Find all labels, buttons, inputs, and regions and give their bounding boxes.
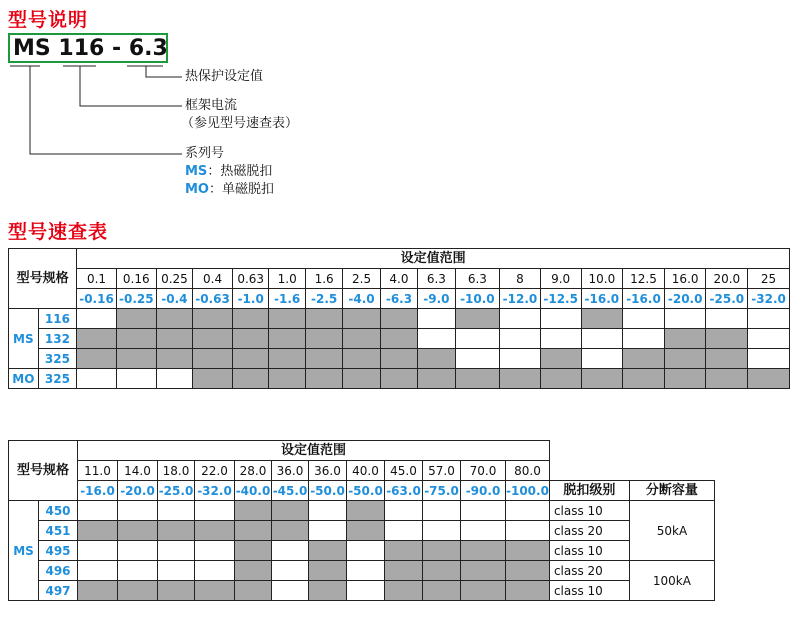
table2-min-cell: -90.0 xyxy=(461,481,506,501)
available-cell xyxy=(156,349,193,369)
available-cell xyxy=(581,369,623,389)
table1-max-cell: 0.16 xyxy=(116,269,156,289)
unavailable-cell xyxy=(581,349,623,369)
available-cell xyxy=(309,561,347,581)
available-cell xyxy=(506,561,550,581)
table2-range-label: 设定值范围 xyxy=(78,441,550,461)
table2-max-cell: 14.0 xyxy=(118,461,158,481)
available-cell xyxy=(193,329,233,349)
table2-max-cell: 28.0 xyxy=(235,461,272,481)
unavailable-cell xyxy=(540,329,581,349)
table2-min-cell: -45.0 xyxy=(272,481,309,501)
available-cell xyxy=(272,501,309,521)
available-cell xyxy=(380,369,417,389)
table1-min-row xyxy=(9,289,790,309)
unavailable-cell xyxy=(195,541,235,561)
table2-min-cell: -50.0 xyxy=(347,481,385,501)
table-row xyxy=(9,329,790,349)
table2-frame-cell: 451 xyxy=(39,521,78,541)
table2-min-cell: -100.0 xyxy=(506,481,550,501)
table2-frame-cell: 495 xyxy=(39,541,78,561)
unavailable-cell xyxy=(309,501,347,521)
table1-series-cell: MS xyxy=(9,309,39,369)
available-cell xyxy=(380,309,417,329)
available-cell xyxy=(193,369,233,389)
unavailable-cell xyxy=(158,561,195,581)
table1-model-label: 型号规格 xyxy=(9,249,77,309)
unavailable-cell xyxy=(664,309,706,329)
table-row xyxy=(9,501,715,521)
available-cell xyxy=(235,581,272,601)
unavailable-cell xyxy=(78,561,118,581)
unavailable-cell xyxy=(500,349,541,369)
unavailable-cell xyxy=(455,329,500,349)
unavailable-cell xyxy=(158,541,195,561)
mo-description: ：单磁脱扣 xyxy=(209,182,275,197)
table1-frame-cell: 325 xyxy=(38,369,76,389)
breaking-capacity-header: 分断容量 xyxy=(629,481,714,501)
table1-range-label: 设定值范围 xyxy=(77,249,790,269)
frame-current-note: （参见型号速查表） xyxy=(181,116,299,131)
available-cell xyxy=(77,329,117,349)
available-cell xyxy=(385,581,423,601)
available-cell xyxy=(581,309,623,329)
table1-max-cell: 2.5 xyxy=(343,269,380,289)
available-cell xyxy=(423,581,461,601)
table1-max-row xyxy=(9,269,790,289)
unavailable-cell xyxy=(581,329,623,349)
trip-class-cell: class 20 xyxy=(549,521,629,541)
unavailable-cell xyxy=(272,561,309,581)
ms-description: ：热磁脱扣 xyxy=(207,164,273,179)
unavailable-cell xyxy=(347,581,385,601)
available-cell xyxy=(423,541,461,561)
available-cell xyxy=(235,521,272,541)
trip-class-cell: class 10 xyxy=(549,541,629,561)
available-cell xyxy=(343,369,380,389)
thermal-setting-label: 热保护设定值 xyxy=(185,69,264,84)
table1-min-cell: -0.16 xyxy=(77,289,117,309)
unavailable-cell xyxy=(272,541,309,561)
table1-series-cell: MO xyxy=(9,369,39,389)
table1-min-cell: -4.0 xyxy=(343,289,380,309)
table2-max-cell: 70.0 xyxy=(461,461,506,481)
table1-min-cell: -9.0 xyxy=(418,289,455,309)
table2-max-cell: 36.0 xyxy=(309,461,347,481)
available-cell xyxy=(380,349,417,369)
table1-min-cell: -10.0 xyxy=(455,289,500,309)
available-cell xyxy=(418,369,455,389)
table2-max-cell: 36.0 xyxy=(272,461,309,481)
available-cell xyxy=(385,561,423,581)
available-cell xyxy=(156,309,193,329)
table2-frame-cell: 450 xyxy=(39,501,78,521)
unavailable-cell xyxy=(623,329,665,349)
table2-min-cell: -32.0 xyxy=(195,481,235,501)
table2-max-cell: 45.0 xyxy=(385,461,423,481)
table1-max-cell: 8 xyxy=(500,269,541,289)
available-cell xyxy=(77,349,117,369)
available-cell xyxy=(748,369,790,389)
available-cell xyxy=(158,581,195,601)
table1-max-cell: 10.0 xyxy=(581,269,623,289)
table1-max-cell: 0.25 xyxy=(156,269,193,289)
table-row xyxy=(9,561,715,581)
available-cell xyxy=(235,501,272,521)
table2-frame-cell: 497 xyxy=(39,581,78,601)
table-row xyxy=(9,521,715,541)
available-cell xyxy=(461,561,506,581)
available-cell xyxy=(195,521,235,541)
section-title-quick-reference: 型号速查表 xyxy=(8,221,109,243)
model-frame-code: 116 xyxy=(58,36,105,61)
table1-min-cell: -0.4 xyxy=(156,289,193,309)
unavailable-cell xyxy=(78,501,118,521)
table1-min-cell: -25.0 xyxy=(706,289,748,309)
quick-reference-table-2 xyxy=(8,440,715,601)
table2-min-cell: -20.0 xyxy=(118,481,158,501)
table2-frame-cell: 496 xyxy=(39,561,78,581)
unavailable-cell xyxy=(423,501,461,521)
available-cell xyxy=(78,521,118,541)
available-cell xyxy=(193,349,233,369)
table1-frame-cell: 132 xyxy=(38,329,76,349)
trip-class-cell: class 10 xyxy=(549,581,629,601)
table2-min-row xyxy=(9,481,715,501)
model-dash: - xyxy=(112,36,122,61)
unavailable-cell xyxy=(116,369,156,389)
table1-max-cell: 0.1 xyxy=(77,269,117,289)
available-cell xyxy=(305,309,342,329)
table2-max-cell: 80.0 xyxy=(506,461,550,481)
available-cell xyxy=(343,349,380,369)
available-cell xyxy=(269,369,305,389)
table2-min-cell: -25.0 xyxy=(158,481,195,501)
available-cell xyxy=(156,329,193,349)
ms-series-line xyxy=(185,164,272,180)
table1-header-row xyxy=(9,249,790,269)
trip-class-header: 脱扣级别 xyxy=(549,481,629,501)
available-cell xyxy=(664,369,706,389)
available-cell xyxy=(540,349,581,369)
table1-max-cell: 0.63 xyxy=(232,269,269,289)
available-cell xyxy=(506,581,550,601)
available-cell xyxy=(116,349,156,369)
available-cell xyxy=(455,309,500,329)
unavailable-cell xyxy=(500,329,541,349)
table1-frame-cell: 116 xyxy=(38,309,76,329)
table2-min-cell: -40.0 xyxy=(235,481,272,501)
table1-min-cell: -32.0 xyxy=(748,289,790,309)
available-cell xyxy=(380,329,417,349)
available-cell xyxy=(623,349,665,369)
unavailable-cell xyxy=(385,521,423,541)
table1-min-cell: -20.0 xyxy=(664,289,706,309)
table1-max-cell: 20.0 xyxy=(706,269,748,289)
table2-header-blank xyxy=(549,441,714,481)
available-cell xyxy=(506,541,550,561)
available-cell xyxy=(305,349,342,369)
section-title-model-explanation: 型号说明 xyxy=(8,9,89,31)
table2-header-row xyxy=(9,441,715,461)
table-row xyxy=(9,349,790,369)
available-cell xyxy=(455,369,500,389)
table1-frame-cell: 325 xyxy=(38,349,76,369)
available-cell xyxy=(118,581,158,601)
unavailable-cell xyxy=(506,521,550,541)
available-cell xyxy=(116,309,156,329)
available-cell xyxy=(78,581,118,601)
available-cell xyxy=(664,349,706,369)
table1-max-cell: 9.0 xyxy=(540,269,581,289)
table1-min-cell: -1.6 xyxy=(269,289,305,309)
model-series-code: MS xyxy=(13,36,51,61)
table1-max-cell: 16.0 xyxy=(664,269,706,289)
available-cell xyxy=(232,329,269,349)
table-row xyxy=(9,369,790,389)
available-cell xyxy=(623,369,665,389)
table1-min-cell: -0.63 xyxy=(193,289,233,309)
unavailable-cell xyxy=(347,561,385,581)
table1-min-cell: -16.0 xyxy=(581,289,623,309)
connector-lines xyxy=(0,0,790,230)
available-cell xyxy=(343,329,380,349)
unavailable-cell xyxy=(347,541,385,561)
table2-max-cell: 18.0 xyxy=(158,461,195,481)
available-cell xyxy=(232,369,269,389)
table2-max-cell: 57.0 xyxy=(423,461,461,481)
available-cell xyxy=(706,349,748,369)
available-cell xyxy=(269,309,305,329)
table2-max-cell: 40.0 xyxy=(347,461,385,481)
unavailable-cell xyxy=(309,521,347,541)
unavailable-cell xyxy=(623,309,665,329)
unavailable-cell xyxy=(500,309,541,329)
breaking-capacity-cell: 100kA xyxy=(629,561,714,601)
unavailable-cell xyxy=(461,501,506,521)
unavailable-cell xyxy=(118,541,158,561)
unavailable-cell xyxy=(418,309,455,329)
available-cell xyxy=(158,521,195,541)
available-cell xyxy=(118,521,158,541)
available-cell xyxy=(343,309,380,329)
table1-max-cell: 1.0 xyxy=(269,269,305,289)
available-cell xyxy=(272,521,309,541)
trip-class-cell: class 20 xyxy=(549,561,629,581)
table1-min-cell: -1.0 xyxy=(232,289,269,309)
table1-min-cell: -12.0 xyxy=(500,289,541,309)
available-cell xyxy=(385,541,423,561)
available-cell xyxy=(461,541,506,561)
available-cell xyxy=(500,369,541,389)
unavailable-cell xyxy=(706,309,748,329)
unavailable-cell xyxy=(195,501,235,521)
table-row xyxy=(9,581,715,601)
frame-current-label: 框架电流 xyxy=(185,98,238,113)
table1-max-cell: 6.3 xyxy=(455,269,500,289)
quick-reference-table-1 xyxy=(8,248,790,389)
mo-series-line xyxy=(185,182,274,198)
table1-min-cell: -16.0 xyxy=(623,289,665,309)
unavailable-cell xyxy=(118,561,158,581)
model-setting-code: 6.3 xyxy=(128,36,168,61)
unavailable-cell xyxy=(748,309,790,329)
unavailable-cell xyxy=(272,581,309,601)
table1-min-cell: -12.5 xyxy=(540,289,581,309)
table2-min-cell: -75.0 xyxy=(423,481,461,501)
table-row xyxy=(9,541,715,561)
available-cell xyxy=(664,329,706,349)
available-cell xyxy=(418,349,455,369)
table1-max-cell: 25 xyxy=(748,269,790,289)
available-cell xyxy=(540,369,581,389)
available-cell xyxy=(269,329,305,349)
unavailable-cell xyxy=(455,349,500,369)
table1-max-cell: 6.3 xyxy=(418,269,455,289)
unavailable-cell xyxy=(156,369,193,389)
unavailable-cell xyxy=(506,501,550,521)
available-cell xyxy=(116,329,156,349)
available-cell xyxy=(305,329,342,349)
unavailable-cell xyxy=(195,561,235,581)
unavailable-cell xyxy=(748,329,790,349)
available-cell xyxy=(193,309,233,329)
table1-min-cell: -0.25 xyxy=(116,289,156,309)
unavailable-cell xyxy=(385,501,423,521)
available-cell xyxy=(195,581,235,601)
available-cell xyxy=(305,369,342,389)
series-label: 系列号 xyxy=(185,146,225,161)
available-cell xyxy=(347,501,385,521)
available-cell xyxy=(706,329,748,349)
mo-code: MO xyxy=(185,182,209,197)
unavailable-cell xyxy=(748,349,790,369)
unavailable-cell xyxy=(540,309,581,329)
unavailable-cell xyxy=(461,521,506,541)
ms-code: MS xyxy=(185,164,208,179)
table2-max-cell: 11.0 xyxy=(78,461,118,481)
available-cell xyxy=(309,581,347,601)
available-cell xyxy=(232,349,269,369)
breaking-capacity-cell: 50kA xyxy=(629,501,714,561)
table2-model-label: 型号规格 xyxy=(9,441,78,501)
available-cell xyxy=(269,349,305,369)
unavailable-cell xyxy=(118,501,158,521)
table1-min-cell: -6.3 xyxy=(380,289,417,309)
available-cell xyxy=(235,541,272,561)
table1-max-cell: 4.0 xyxy=(380,269,417,289)
available-cell xyxy=(461,581,506,601)
available-cell xyxy=(347,521,385,541)
table1-max-cell: 12.5 xyxy=(623,269,665,289)
table2-min-cell: -16.0 xyxy=(78,481,118,501)
unavailable-cell xyxy=(418,329,455,349)
table1-max-cell: 1.6 xyxy=(305,269,342,289)
available-cell xyxy=(232,309,269,329)
available-cell xyxy=(309,541,347,561)
table1-min-cell: -2.5 xyxy=(305,289,342,309)
available-cell xyxy=(235,561,272,581)
unavailable-cell xyxy=(158,501,195,521)
table1-max-cell: 0.4 xyxy=(193,269,233,289)
table2-min-cell: -50.0 xyxy=(309,481,347,501)
table2-min-cell: -63.0 xyxy=(385,481,423,501)
unavailable-cell xyxy=(78,541,118,561)
table2-max-cell: 22.0 xyxy=(195,461,235,481)
table2-series-cell: MS xyxy=(9,501,39,601)
unavailable-cell xyxy=(77,369,117,389)
unavailable-cell xyxy=(423,521,461,541)
available-cell xyxy=(706,369,748,389)
trip-class-cell: class 10 xyxy=(549,501,629,521)
table-row xyxy=(9,309,790,329)
unavailable-cell xyxy=(77,309,117,329)
available-cell xyxy=(423,561,461,581)
